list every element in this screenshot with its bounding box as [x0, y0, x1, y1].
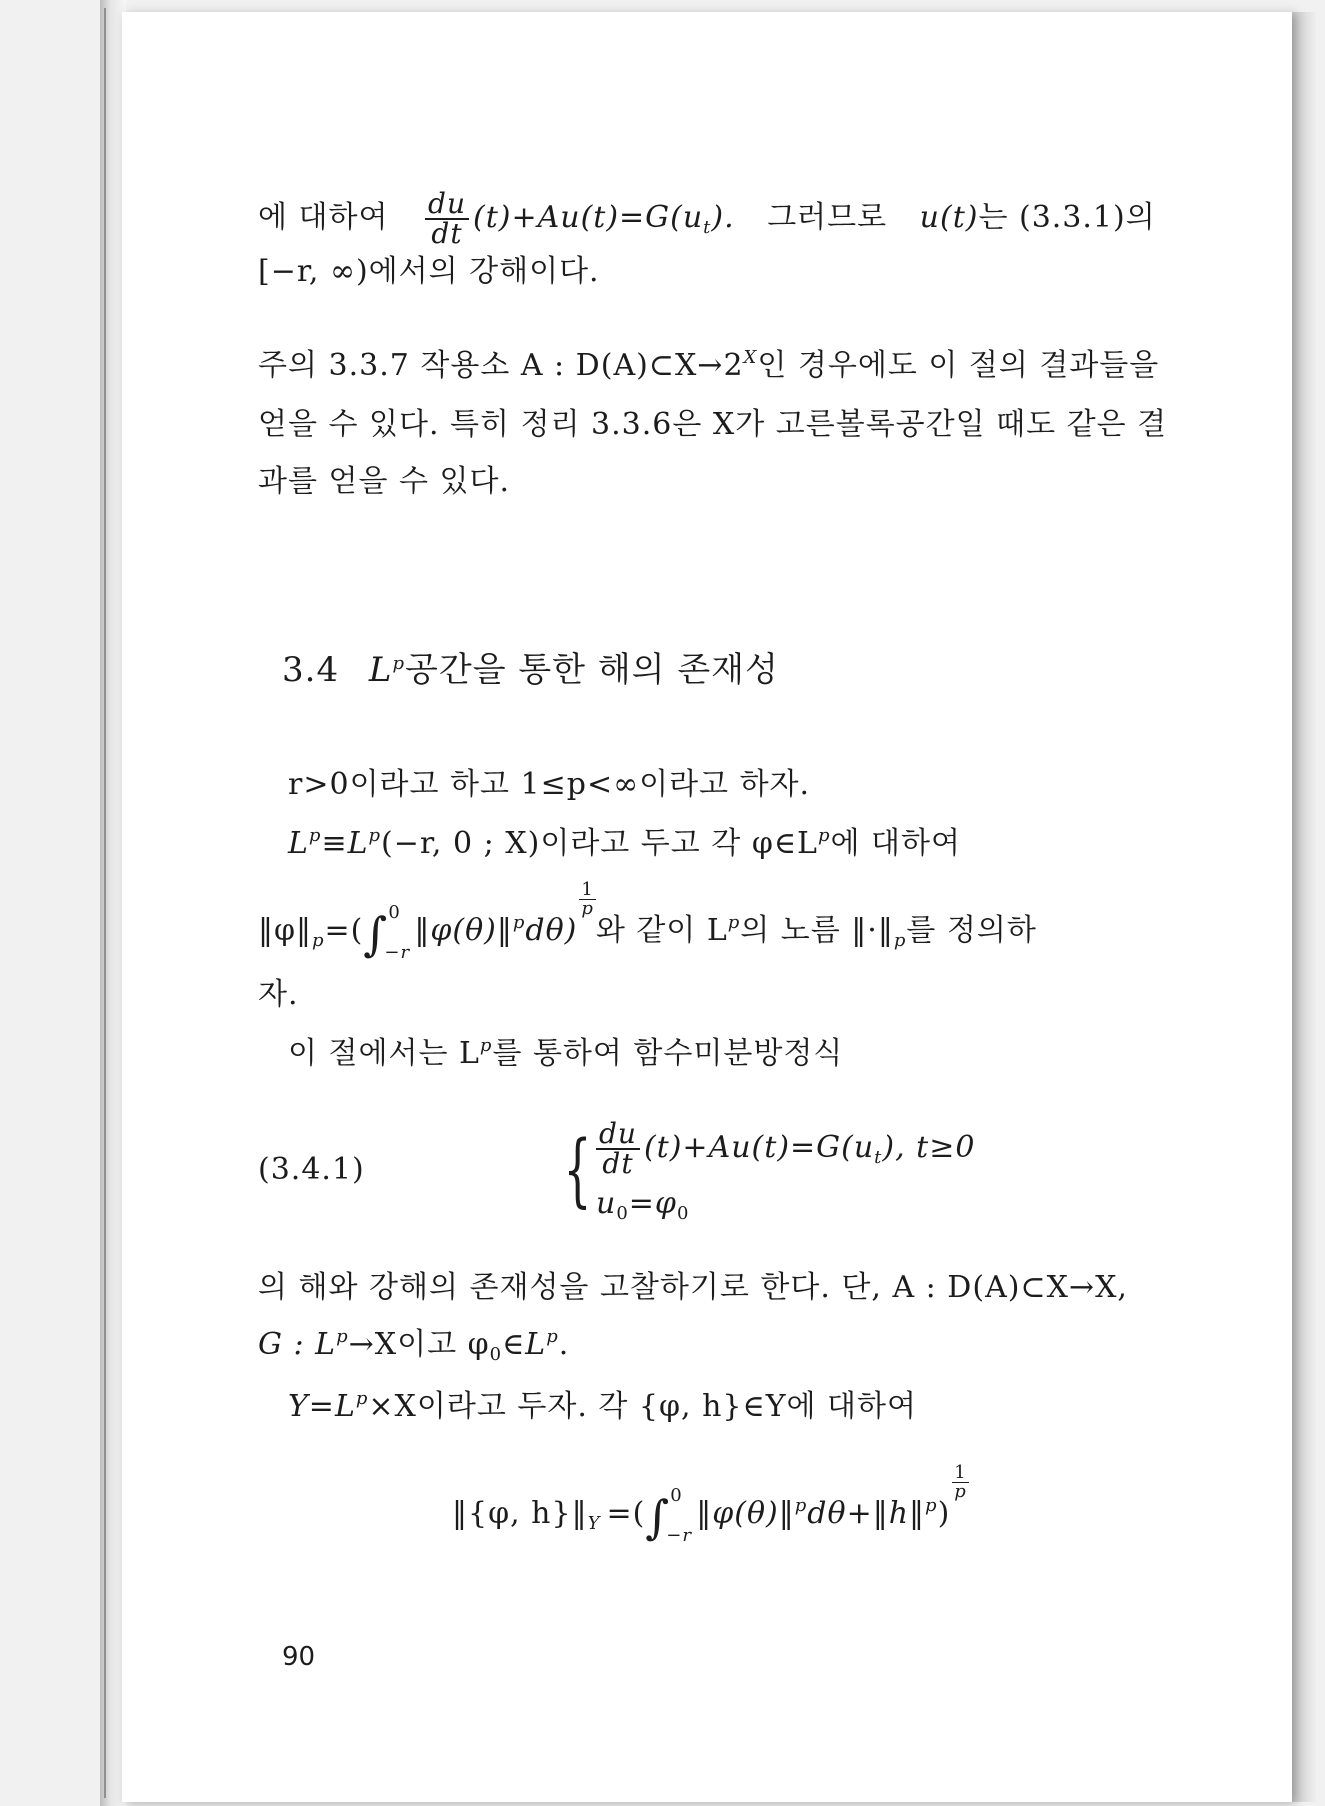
- page-number: 90: [282, 1642, 316, 1672]
- para-line-5: 의 해와 강해의 존재성을 고찰하기로 한다. 단, A : D(A)⊂X→X,: [258, 1270, 1128, 1305]
- equation-segment: ).: [711, 200, 735, 235]
- fraction-denominator: dt: [431, 217, 463, 250]
- integral-upper: 0: [670, 1485, 683, 1506]
- superscript: p: [479, 1035, 493, 1056]
- math-segment: =(: [606, 1496, 646, 1531]
- subscript: t: [874, 1147, 883, 1168]
- exponent-numerator: 1: [581, 879, 594, 900]
- para-line-6: [258, 1325, 569, 1365]
- section-number: 3.4: [282, 650, 340, 690]
- integral-limits: [384, 902, 414, 963]
- para-line-1: r>0이라고 하고 1≤p<∞이라고 하자.: [288, 767, 811, 802]
- section-title: 공간을 통한 해의 존재성: [405, 650, 779, 690]
- text-segment: 와 같이 L: [595, 913, 728, 948]
- para-line-3: 자.: [258, 977, 299, 1012]
- fraction-du-dt: [425, 187, 469, 250]
- subscript: 0: [489, 1344, 503, 1365]
- text-segment: 인 경우에도 이 절의 결과들을: [757, 348, 1160, 383]
- text-line-2: [−r, ∞)에서의 강해이다.: [258, 254, 600, 289]
- norm-definition-line: [258, 879, 1037, 963]
- math-segment: =(: [324, 913, 364, 948]
- subscript: p: [312, 930, 325, 951]
- text-segment: 그러므로: [767, 200, 888, 235]
- superscript: p: [336, 1326, 349, 1347]
- math-segment: ): [937, 1496, 951, 1531]
- math-segment: Y=L: [288, 1389, 356, 1424]
- para-line-7: [288, 1387, 917, 1427]
- math-segment: G : L: [258, 1327, 337, 1362]
- exponent-numerator: 1: [954, 1462, 967, 1483]
- remark-line-3: 과를 얻을 수 있다.: [258, 464, 511, 499]
- section-heading: [282, 642, 779, 691]
- text-segment: (−r, 0 ; X)이라고 두고 각 φ∈L: [381, 826, 818, 861]
- exponent-fraction: [952, 1464, 968, 1501]
- text-segment: 를 정의하: [906, 913, 1037, 948]
- superscript: p: [925, 1495, 938, 1516]
- integral-sign: ∫: [645, 1490, 671, 1544]
- text-segment: 이 절에서는 L: [288, 1036, 480, 1071]
- text-segment: .: [558, 1327, 570, 1362]
- integral-sign: ∫: [363, 907, 389, 961]
- superscript: p: [308, 825, 322, 846]
- text-segment: 주의 3.3.7 작용소 A : D(A)⊂X→2: [258, 348, 744, 383]
- integral-limits: [666, 1485, 696, 1546]
- subscript: 0: [616, 1203, 629, 1224]
- math-segment: ‖φ(θ)‖: [414, 913, 513, 948]
- math-segment: ∈L: [502, 1327, 547, 1362]
- text-segment: 는 (3.3.1)의: [978, 200, 1156, 235]
- superscript: p: [546, 1326, 559, 1347]
- spine-edge: [104, 8, 106, 1798]
- page-right-shadow: [1292, 12, 1316, 1802]
- integral-lower: −r: [384, 942, 411, 963]
- superscript: p: [512, 912, 526, 933]
- subscript: Y: [587, 1513, 601, 1534]
- fraction-numerator: du: [596, 1120, 640, 1150]
- fraction-du-dt: [596, 1117, 640, 1180]
- equation-line-2: [596, 1184, 689, 1224]
- remark-line-1: [258, 346, 1159, 386]
- section-math-l: L: [368, 650, 393, 690]
- superscript: p: [727, 912, 741, 933]
- text-line-1: [258, 187, 1156, 250]
- equation-segment: (t)+Au(t)=G(u: [472, 200, 704, 235]
- math-segment: ‖{φ, h}‖: [452, 1496, 588, 1531]
- equation-brace: {: [563, 1123, 592, 1216]
- superscript: p: [817, 825, 831, 846]
- integral-lower: −r: [666, 1525, 692, 1546]
- exponent-fraction: [579, 881, 595, 918]
- remark-line-2: 얻을 수 있다. 특히 정리 3.3.6은 X가 고른볼록공간일 때도 같은 결: [258, 407, 1168, 442]
- superscript: p: [368, 825, 382, 846]
- para-line-2: [288, 824, 961, 864]
- text-segment: ×X이라고 두자. 각 {φ, h}∈Y에 대하여: [368, 1389, 917, 1424]
- superscript: p: [355, 1388, 369, 1409]
- equation-segment: u: [596, 1186, 617, 1221]
- math-segment: ‖φ(θ)‖: [696, 1496, 795, 1531]
- equation-segment: =φ: [628, 1186, 677, 1221]
- superscript: p: [794, 1495, 808, 1516]
- text-segment: 에 대하여: [830, 826, 961, 861]
- math-segment: L: [288, 826, 309, 861]
- math-u-t: u(t): [919, 200, 979, 235]
- text-segment: →X이고 φ: [348, 1327, 490, 1362]
- equation-line-1: [592, 1117, 976, 1180]
- exponent-denominator: p: [581, 898, 594, 919]
- equation-segment: ), t≥0: [882, 1130, 976, 1165]
- subscript: 0: [676, 1203, 690, 1224]
- math-segment: dθ): [525, 913, 578, 948]
- integral-upper: 0: [388, 902, 401, 923]
- text-segment: 의 노름 ‖·‖: [740, 913, 894, 948]
- exponent-denominator: p: [954, 1481, 967, 1502]
- math-segment: ‖φ‖: [258, 913, 313, 948]
- fraction-denominator: dt: [602, 1147, 634, 1180]
- fraction-numerator: du: [425, 190, 469, 220]
- text-segment: 에 대하여: [258, 200, 389, 235]
- subscript: p: [893, 930, 907, 951]
- subscript: t: [703, 217, 712, 238]
- equation-segment: (t)+Au(t)=G(u: [643, 1130, 875, 1165]
- math-segment: dθ+‖h‖: [807, 1496, 926, 1531]
- superscript: X: [743, 347, 758, 368]
- math-segment: ≡L: [321, 826, 369, 861]
- superscript: p: [392, 653, 405, 674]
- para-line-4: [288, 1034, 843, 1074]
- book-page: [122, 12, 1292, 1802]
- y-norm-equation: [452, 1462, 969, 1546]
- equation-label: (3.4.1): [258, 1152, 365, 1187]
- text-segment: 를 통하여 함수미분방정식: [492, 1036, 844, 1071]
